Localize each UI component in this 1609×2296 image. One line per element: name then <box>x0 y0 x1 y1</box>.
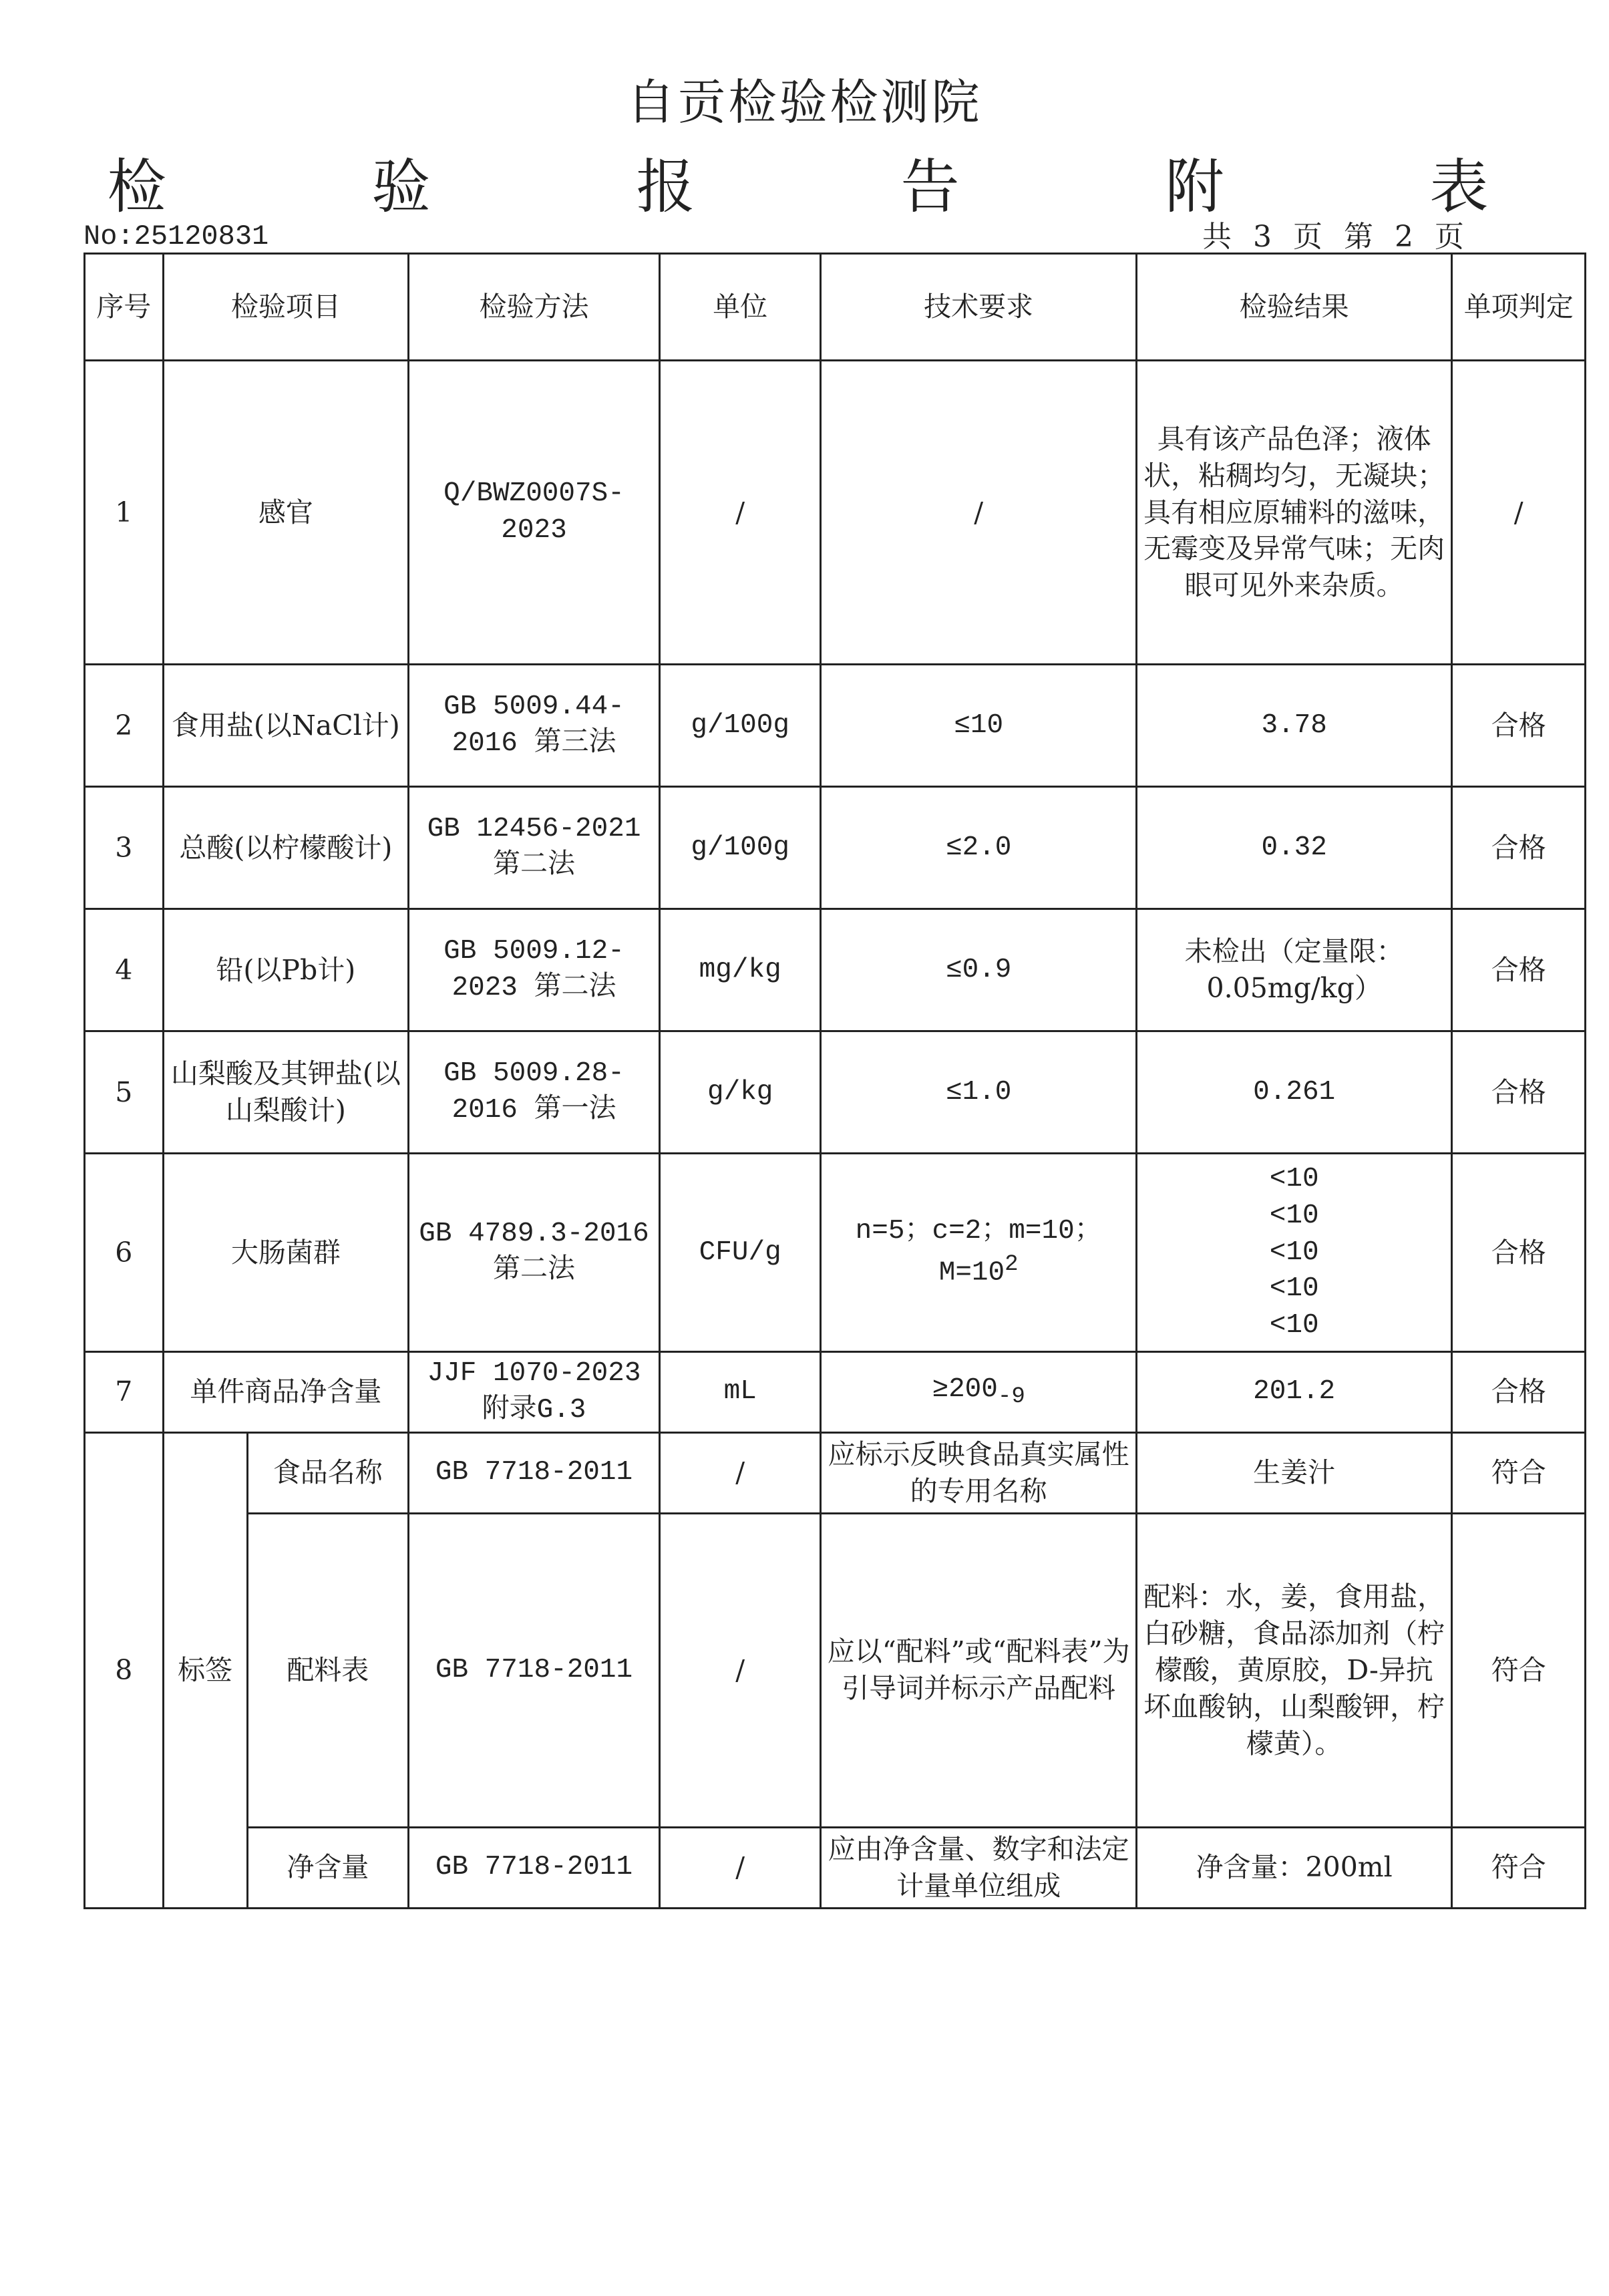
row-judgement: 合格 <box>1452 1352 1586 1433</box>
table-header-row <box>85 254 1586 361</box>
label-seq: 8 <box>85 1432 164 1908</box>
label-unit: / <box>659 1432 820 1513</box>
label-item: 标签 <box>163 1432 247 1908</box>
row-seq: 7 <box>85 1352 164 1433</box>
header-requirement: 技术要求 <box>821 254 1136 361</box>
result-line: <10 <box>1269 1163 1319 1194</box>
row-unit: g/100g <box>659 665 820 787</box>
label-judgement: 符合 <box>1452 1432 1586 1513</box>
label-subrow <box>85 1827 1586 1908</box>
table-row <box>85 787 1586 909</box>
row-method: JJF 1070-2023 附录G.3 <box>409 1352 660 1433</box>
row-result <box>1136 1154 1451 1352</box>
row-result: 201.2 <box>1136 1352 1451 1433</box>
page-indicator: 共 3 页 第 2 页 <box>1202 220 1465 254</box>
inspection-table <box>83 253 1586 1909</box>
exponent: 2 <box>1005 1252 1019 1278</box>
row-unit: mL <box>659 1352 820 1433</box>
table-row <box>85 909 1586 1031</box>
row-result: 具有该产品色泽；液体状，粘稠均匀，无凝块；具有相应原辅料的滋味，无霉变及异常气味；无肉眼可见外来杂质。 <box>1136 361 1451 665</box>
table-row <box>85 1154 1586 1352</box>
label-subrow <box>85 1513 1586 1827</box>
row-requirement <box>821 1154 1136 1352</box>
row-result: 0.32 <box>1136 787 1451 909</box>
row-item: 铅(以Pb计) <box>163 909 408 1031</box>
label-result: 配料：水，姜，食用盐，白砂糖，食品添加剂（柠檬酸，黄原胶，D-异抗坏血酸钠，山梨酸钾，柠檬黄）。 <box>1136 1513 1451 1827</box>
row-unit: CFU/g <box>659 1154 820 1352</box>
organization-name: 自贡检验检测院 <box>627 74 982 130</box>
table-row <box>85 1352 1586 1433</box>
row-seq: 5 <box>85 1031 164 1154</box>
row-seq: 2 <box>85 665 164 787</box>
row-seq: 3 <box>85 787 164 909</box>
subscript: -9 <box>997 1384 1025 1410</box>
label-requirement: 应以“配料”或“配料表”为引导词并标示产品配料 <box>821 1513 1136 1827</box>
row-method: GB 4789.3-2016 第二法 <box>409 1154 660 1352</box>
requirement-line: n=5；c=2；m=10； <box>855 1216 1102 1247</box>
header-result: 检验结果 <box>1136 254 1451 361</box>
result-line: <10 <box>1269 1237 1319 1268</box>
row-item: 食用盐(以NaCl计) <box>163 665 408 787</box>
label-subrow <box>85 1432 1586 1513</box>
row-requirement: ≤1.0 <box>821 1031 1136 1154</box>
label-judgement: 符合 <box>1452 1827 1586 1908</box>
row-unit: / <box>659 361 820 665</box>
row-unit: mg/kg <box>659 909 820 1031</box>
result-line: <10 <box>1269 1310 1319 1341</box>
row-seq: 1 <box>85 361 164 665</box>
label-requirement: 应由净含量、数字和法定计量单位组成 <box>821 1827 1136 1908</box>
row-item: 总酸(以柠檬酸计) <box>163 787 408 909</box>
header-unit: 单位 <box>659 254 820 361</box>
header-seq: 序号 <box>85 254 164 361</box>
row-judgement: / <box>1452 361 1586 665</box>
row-method: GB 5009.12-2023 第二法 <box>409 909 660 1031</box>
label-unit: / <box>659 1827 820 1908</box>
label-result: 净含量：200ml <box>1136 1827 1451 1908</box>
label-method: GB 7718-2011 <box>409 1827 660 1908</box>
result-line: <10 <box>1269 1200 1319 1231</box>
label-method: GB 7718-2011 <box>409 1513 660 1827</box>
row-item: 感官 <box>163 361 408 665</box>
row-judgement: 合格 <box>1452 909 1586 1031</box>
table-row <box>85 361 1586 665</box>
row-result: 未检出（定量限：0.05mg/kg） <box>1136 909 1451 1031</box>
requirement-line: $M=10^2$ <box>938 1252 1019 1289</box>
row-requirement: ≤10 <box>821 665 1136 787</box>
label-requirement: 应标示反映食品真实属性的专用名称 <box>821 1432 1136 1513</box>
label-subitem: 配料表 <box>247 1513 408 1827</box>
report-number: No:25120831 <box>83 220 269 253</box>
row-method: GB 5009.44-2016 第三法 <box>409 665 660 787</box>
result-line: <10 <box>1269 1273 1319 1305</box>
row-method: Q/BWZ0007S-2023 <box>409 361 660 665</box>
row-item: 单件商品净含量 <box>163 1352 408 1433</box>
header-method: 检验方法 <box>409 254 660 361</box>
row-unit: g/100g <box>659 787 820 909</box>
row-unit: g/kg <box>659 1031 820 1154</box>
row-requirement: $\ge 200_{-9}$ <box>821 1352 1136 1433</box>
report-title: 检 验 报 告 附 表 <box>107 152 1562 221</box>
table-row <box>85 1031 1586 1154</box>
row-judgement: 合格 <box>1452 1031 1586 1154</box>
label-subitem: 净含量 <box>247 1827 408 1908</box>
table-row <box>85 665 1586 787</box>
row-method: GB 5009.28-2016 第一法 <box>409 1031 660 1154</box>
label-judgement: 符合 <box>1452 1513 1586 1827</box>
row-judgement: 合格 <box>1452 1154 1586 1352</box>
row-requirement: / <box>821 361 1136 665</box>
row-requirement: ≤0.9 <box>821 909 1136 1031</box>
row-result: 0.261 <box>1136 1031 1451 1154</box>
row-item: 大肠菌群 <box>163 1154 408 1352</box>
label-subitem: 食品名称 <box>247 1432 408 1513</box>
header-item: 检验项目 <box>163 254 408 361</box>
row-judgement: 合格 <box>1452 787 1586 909</box>
label-unit: / <box>659 1513 820 1827</box>
row-seq: 4 <box>85 909 164 1031</box>
header-judgement: 单项判定 <box>1452 254 1586 361</box>
row-requirement: ≤2.0 <box>821 787 1136 909</box>
row-item: 山梨酸及其钾盐(以山梨酸计) <box>163 1031 408 1154</box>
row-result: 3.78 <box>1136 665 1451 787</box>
row-method: GB 12456-2021 第二法 <box>409 787 660 909</box>
row-seq: 6 <box>85 1154 164 1352</box>
label-method: GB 7718-2011 <box>409 1432 660 1513</box>
label-result: 生姜汁 <box>1136 1432 1451 1513</box>
row-judgement: 合格 <box>1452 665 1586 787</box>
